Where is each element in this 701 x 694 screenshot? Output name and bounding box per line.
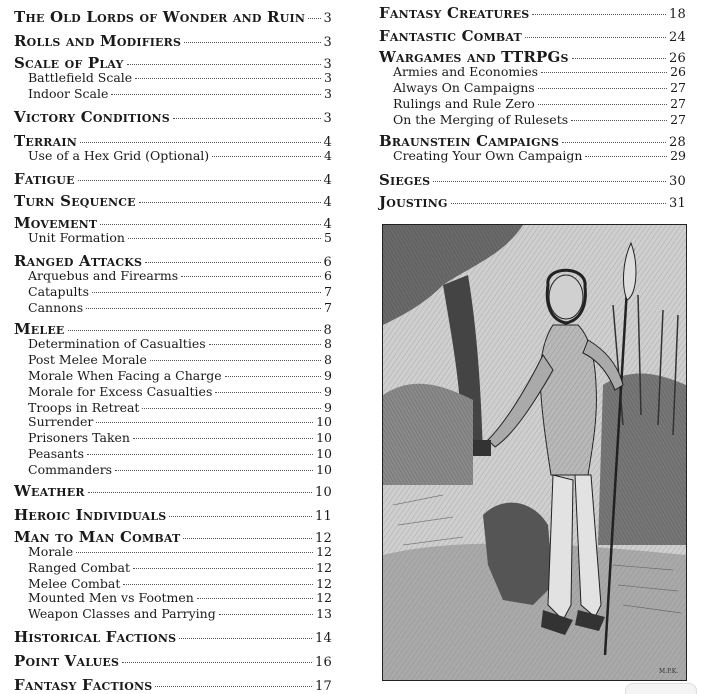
toc-entry-page: 24 (669, 30, 686, 45)
toc-entry-title: Surrender (28, 414, 94, 429)
toc-entry-the-old-lords-of-wonder-and-ruin[interactable] (14, 8, 332, 26)
toc-leader-dots (179, 638, 312, 639)
toc-entry-page: 6 (324, 268, 332, 283)
toc-leader-dots (139, 202, 321, 203)
toc-leader-dots (87, 454, 313, 455)
toc-entry-page: 8 (324, 336, 332, 351)
toc-entry-historical-factions[interactable] (14, 628, 332, 646)
toc-entry-rulings-and-rule-zero[interactable] (379, 96, 686, 111)
toc-leader-dots (433, 181, 666, 182)
toc-entry-page: 4 (323, 135, 332, 150)
toc-entry-commanders[interactable] (14, 462, 332, 477)
toc-leader-dots (115, 470, 313, 471)
toc-entry-page: 5 (324, 230, 332, 245)
toc-entry-page: 10 (316, 446, 332, 461)
toc-leader-dots (96, 422, 313, 423)
toc-entry-armies-and-economies[interactable] (379, 64, 686, 79)
toc-entry-ranged-combat[interactable] (14, 560, 332, 575)
toc-leader-dots (133, 438, 313, 439)
toc-entry-use-of-a-hex-grid-optional[interactable] (14, 148, 332, 163)
toc-entry-title: Fatigue (14, 170, 75, 188)
toc-entry-page: 3 (323, 57, 332, 72)
toc-entry-page: 8 (324, 352, 332, 367)
toc-entry-fantasy-creatures[interactable] (379, 4, 686, 22)
toc-entry-title: Ranged Attacks (14, 252, 143, 270)
toc-entry-on-the-merging-of-rulesets[interactable] (379, 112, 686, 127)
toc-entry-title: Battlefield Scale (28, 70, 133, 85)
toc-entry-title: Weather (14, 482, 85, 500)
toc-entry-victory-conditions[interactable] (14, 108, 332, 126)
toc-leader-dots (155, 686, 312, 687)
toc-entry-page: 9 (324, 400, 332, 415)
toc-entry-prisoners-taken[interactable] (14, 430, 332, 445)
toc-entry-title: Troops in Retreat (28, 400, 140, 415)
toc-leader-dots (215, 392, 321, 393)
toc-entry-page: 31 (669, 196, 686, 211)
toc-entry-title: Arquebus and Firearms (28, 268, 179, 283)
toc-entry-page: 30 (669, 174, 686, 189)
toc-entry-cannons[interactable] (14, 300, 332, 315)
toc-leader-dots (173, 118, 321, 119)
toc-entry-title: Unit Formation (28, 230, 125, 245)
toc-entry-title: On the Merging of Rulesets (393, 112, 569, 127)
toc-entry-page: 3 (324, 86, 332, 101)
toc-leader-dots (127, 64, 321, 65)
toc-entry-title: Always On Campaigns (393, 80, 535, 95)
toc-leader-dots (150, 360, 321, 361)
toc-entry-title: Braunstein Campaigns (379, 132, 560, 150)
toc-entry-creating-your-own-campaign[interactable] (379, 148, 686, 163)
toc-leader-dots (219, 614, 313, 615)
toc-entry-page: 10 (315, 485, 332, 500)
toc-leader-dots (451, 203, 666, 204)
toc-entry-page: 7 (324, 284, 332, 299)
toc-entry-fantastic-combat[interactable] (379, 27, 686, 45)
toc-entry-page: 3 (323, 11, 332, 26)
toc-leader-dots (525, 37, 666, 38)
illustration-warrior-with-spear (382, 224, 687, 681)
toc-entry-title: Commanders (28, 462, 113, 477)
toc-leader-dots (80, 142, 321, 143)
toc-entry-heroic-individuals[interactable] (14, 506, 332, 524)
toc-entry-title: Use of a Hex Grid (Optional) (28, 148, 210, 163)
toc-entry-weather[interactable] (14, 482, 332, 500)
toc-leader-dots (572, 58, 666, 59)
toc-entry-peasants[interactable] (14, 446, 332, 461)
toc-entry-troops-in-retreat[interactable] (14, 400, 332, 415)
toc-entry-page: 16 (315, 655, 332, 670)
toc-entry-title: Wargames and TTRPGs (379, 48, 569, 66)
toc-entry-title: Fantastic Combat (379, 27, 522, 45)
toc-leader-dots (88, 492, 312, 493)
toc-leader-dots (86, 308, 321, 309)
toc-entry-page: 27 (670, 96, 686, 111)
toc-entry-page: 4 (323, 217, 332, 232)
toc-entry-turn-sequence[interactable] (14, 192, 332, 210)
toc-entry-title: Peasants (28, 446, 85, 461)
toc-entry-battlefield-scale[interactable] (14, 70, 332, 85)
toc-entry-page: 29 (670, 148, 686, 163)
toc-leader-dots (209, 344, 321, 345)
toc-entry-page: 10 (316, 414, 332, 429)
toc-entry-title: Terrain (14, 132, 77, 150)
toc-leader-dots (142, 408, 321, 409)
toc-entry-rolls-and-modifiers[interactable] (14, 32, 332, 50)
toc-entry-page: 12 (316, 590, 332, 605)
toc-entry-title: Scale of Play (14, 54, 124, 72)
toc-entry-unit-formation[interactable] (14, 230, 332, 245)
toc-entry-title: Catapults (28, 284, 89, 299)
toc-entry-title: Rulings and Rule Zero (393, 96, 535, 111)
toc-entry-page: 9 (324, 384, 332, 399)
toc-entry-point-values[interactable] (14, 652, 332, 670)
toc-entry-title: Weapon Classes and Parrying (28, 606, 216, 621)
corner-tab[interactable] (625, 683, 697, 694)
toc-entry-title: Morale When Facing a Charge (28, 368, 222, 383)
toc-entry-weapon-classes-and-parrying[interactable] (14, 606, 332, 621)
toc-leader-dots (78, 180, 321, 181)
toc-entry-page: 11 (315, 509, 332, 524)
toc-entry-title: Morale for Excess Casualties (28, 384, 213, 399)
toc-entry-morale-when-facing-a-charge[interactable] (14, 368, 332, 383)
toc-leader-dots (541, 72, 667, 73)
toc-entry-title: The Old Lords of Wonder and Ruin (14, 8, 306, 26)
toc-leader-dots (585, 156, 667, 157)
toc-entry-title: Determination of Casualties (28, 336, 206, 351)
toc-entry-page: 3 (324, 70, 332, 85)
toc-entry-title: Turn Sequence (14, 192, 136, 210)
toc-leader-dots (571, 120, 667, 121)
toc-entry-page: 12 (315, 531, 332, 546)
toc-leader-dots (111, 94, 321, 95)
illustration-signature: M.P.K. (659, 668, 679, 675)
toc-entry-fantasy-factions[interactable] (14, 676, 332, 694)
toc-leader-dots (133, 568, 313, 569)
toc-entry-title: Melee (14, 320, 65, 338)
toc-leader-dots (225, 376, 321, 377)
toc-entry-page: 27 (670, 80, 686, 95)
toc-entry-page: 8 (323, 323, 332, 338)
toc-entry-page: 17 (315, 679, 332, 694)
toc-entry-catapults[interactable] (14, 284, 332, 299)
toc-entry-title: Movement (14, 214, 98, 232)
toc-entry-title: Prisoners Taken (28, 430, 130, 445)
toc-entry-title: Armies and Economies (393, 64, 539, 79)
toc-entry-title: Post Melee Morale (28, 352, 147, 367)
toc-entry-page: 26 (670, 64, 686, 79)
toc-leader-dots (184, 42, 320, 43)
toc-entry-morale-for-excess-casualties[interactable] (14, 384, 332, 399)
toc-entry-title: Fantasy Factions (14, 676, 153, 694)
toc-entry-title: Mounted Men vs Footmen (28, 590, 194, 605)
toc-entry-page: 14 (315, 631, 332, 646)
toc-entry-title: Man to Man Combat (14, 528, 181, 546)
toc-leader-dots (183, 538, 312, 539)
toc-leader-dots (212, 156, 321, 157)
toc-leader-dots (68, 330, 321, 331)
toc-leader-dots (181, 276, 321, 277)
toc-entry-indoor-scale[interactable] (14, 86, 332, 101)
toc-entry-title: Cannons (28, 300, 84, 315)
toc-entry-page: 13 (316, 606, 332, 621)
toc-entry-page: 9 (324, 368, 332, 383)
toc-entry-arquebus-and-firearms[interactable] (14, 268, 332, 283)
toc-leader-dots (135, 78, 321, 79)
toc-entry-page: 27 (670, 112, 686, 127)
toc-leader-dots (92, 292, 321, 293)
toc-entry-title: Point Values (14, 652, 120, 670)
toc-entry-jousting[interactable] (379, 193, 686, 211)
toc-entry-page: 3 (323, 35, 332, 50)
toc-entry-post-melee-morale[interactable] (14, 352, 332, 367)
toc-entry-title: Victory Conditions (14, 108, 170, 126)
toc-entry-title: Rolls and Modifiers (14, 32, 182, 50)
toc-entry-page: 4 (323, 195, 332, 210)
toc-leader-dots (538, 104, 667, 105)
toc-entry-page: 3 (323, 111, 332, 126)
toc-leader-dots (308, 18, 320, 19)
toc-entry-page: 12 (316, 560, 332, 575)
toc-leader-dots (538, 88, 667, 89)
toc-entry-page: 10 (316, 462, 332, 477)
toc-entry-title: Ranged Combat (28, 560, 130, 575)
toc-entry-page: 10 (316, 430, 332, 445)
toc-entry-page: 7 (324, 300, 332, 315)
toc-entry-sieges[interactable] (379, 171, 686, 189)
toc-entry-melee-combat[interactable] (14, 576, 332, 591)
toc-leader-dots (123, 584, 313, 585)
toc-entry-page: 28 (669, 135, 686, 150)
toc-entry-page: 4 (324, 148, 332, 163)
toc-leader-dots (128, 238, 321, 239)
toc-leader-dots (100, 224, 320, 225)
toc-entry-title: Historical Factions (14, 628, 177, 646)
toc-entry-determination-of-casualties[interactable] (14, 336, 332, 351)
toc-entry-fatigue[interactable] (14, 170, 332, 188)
toc-entry-title: Heroic Individuals (14, 506, 167, 524)
toc-entry-title: Melee Combat (28, 576, 121, 591)
toc-entry-page: 6 (323, 255, 332, 270)
toc-entry-morale[interactable] (14, 544, 332, 559)
toc-entry-page: 26 (669, 51, 686, 66)
toc-entry-title: Fantasy Creatures (379, 4, 530, 22)
toc-entry-title: Creating Your Own Campaign (393, 148, 583, 163)
toc-entry-title: Jousting (379, 193, 448, 211)
toc-entry-page: 12 (316, 544, 332, 559)
toc-entry-page: 18 (669, 7, 686, 22)
toc-leader-dots (197, 598, 313, 599)
toc-entry-always-on-campaigns[interactable] (379, 80, 686, 95)
toc-entry-surrender[interactable] (14, 414, 332, 429)
toc-entry-mounted-men-vs-footmen[interactable] (14, 590, 332, 605)
toc-leader-dots (169, 516, 312, 517)
toc-entry-page: 4 (323, 173, 332, 188)
toc-leader-dots (532, 14, 666, 15)
toc-entry-title: Morale (28, 544, 74, 559)
toc-leader-dots (562, 142, 666, 143)
toc-leader-dots (122, 662, 312, 663)
toc-entry-title: Indoor Scale (28, 86, 109, 101)
toc-leader-dots (76, 552, 313, 553)
toc-entry-page: 12 (316, 576, 332, 591)
toc-entry-title: Sieges (379, 171, 431, 189)
toc-leader-dots (145, 262, 320, 263)
